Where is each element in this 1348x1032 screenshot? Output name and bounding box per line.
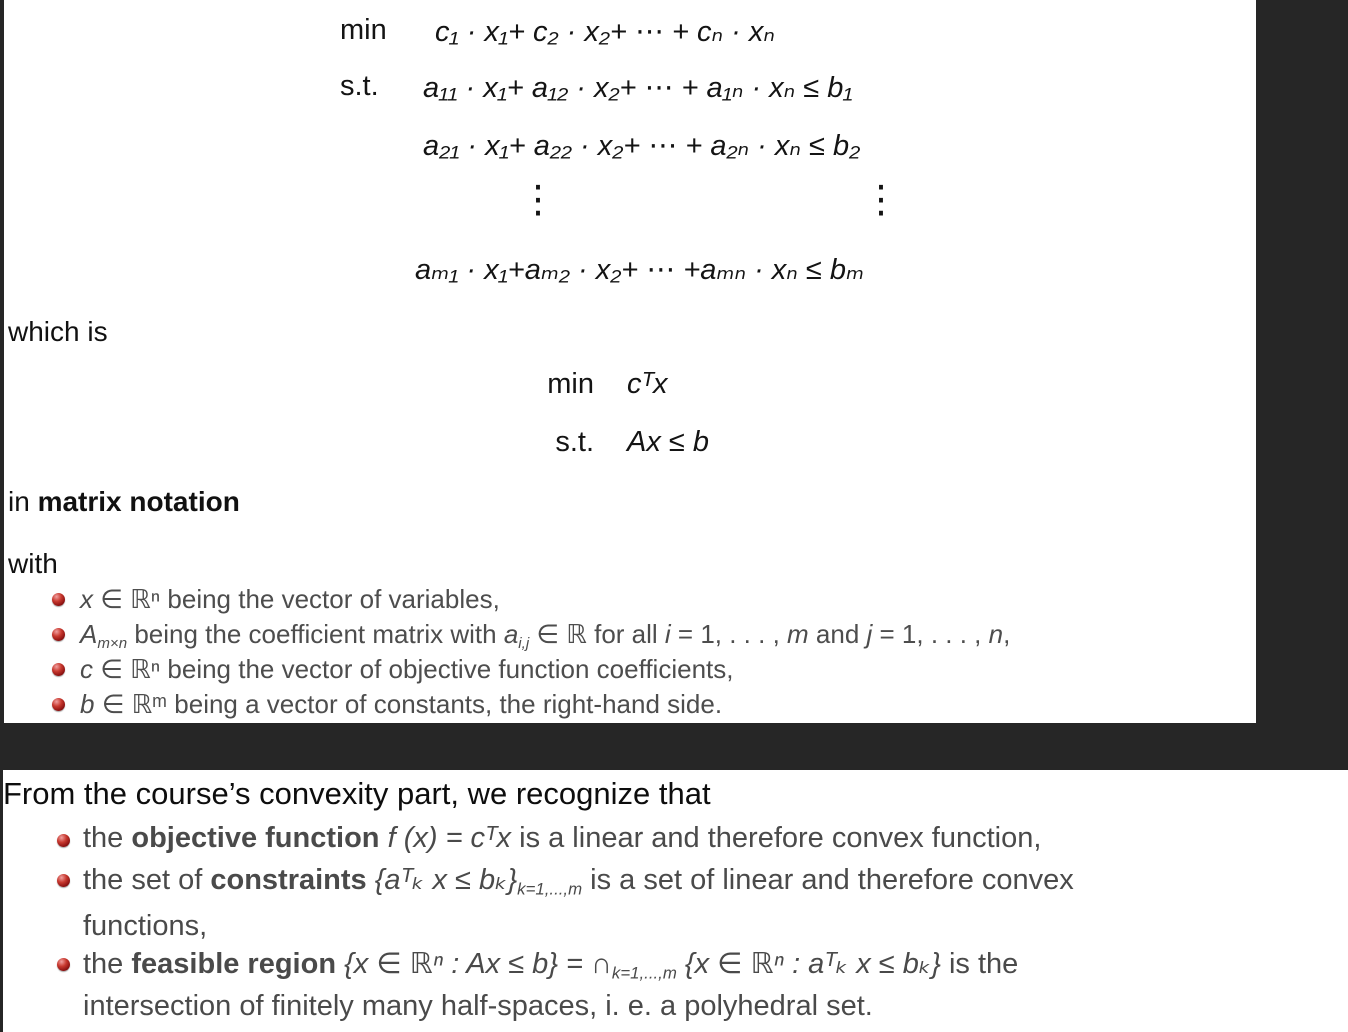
with-text: with [8,548,58,579]
bullet-ball-icon [52,628,65,641]
lp-constraint-row-m [4,252,1256,292]
bullet-ball-icon [57,958,70,971]
constraint-expression-2: a₂₁ · x₁+ a₂₂ · x₂+ ⋯ + a₂ₙ · xₙ ≤ b₂ [423,130,861,162]
matrix-objective-expression: cᵀx [627,368,668,400]
convexity-bullet-constraints-line2: functions, [83,910,208,942]
lp-constraint-row-2 [4,128,1256,168]
definition-bullet-c: c ∈ ℝⁿ being the vector of objective function coefficients, [80,654,734,684]
matrix-subject-to-label: s.t. [555,426,594,458]
vertical-dots-left: ⋮ [519,179,557,221]
in-matrix-notation-text: in matrix notation [8,486,240,517]
bullet-ball-icon [52,593,65,606]
definition-bullet-b: b ∈ ℝᵐ being a vector of constants, the right-hand side. [80,689,723,719]
matrix-min-label: min [547,368,594,400]
matrix-constraint-expression: Ax ≤ b [627,426,710,458]
convexity-bullet-constraints-line1: the set of constraints {aᵀₖ x ≤ bₖ}k=1,...,m is a set of linear and therefore convex [83,864,1074,899]
slide-bottom-panel [3,770,1348,1032]
lp-objective-row [4,14,1256,54]
bullet-ball-icon [57,874,70,887]
convexity-bullet-feasible-line2: intersection of finitely many half-spaces, i. e. a polyhedral set. [83,990,873,1022]
bullet-ball-icon [52,698,65,711]
bullet-ball-icon [57,834,70,847]
lp-constraint-row-1 [4,70,1256,110]
min-label: min [340,14,387,46]
which-is-text: which is [8,316,108,347]
constraint-expression-m: aₘ₁ · x₁+aₘ₂ · x₂+ ⋯ +aₘₙ · xₙ ≤ bₘ [415,254,865,286]
convexity-heading: From the course’s convexity part, we recognize that [3,776,711,811]
matrix-objective-row [4,368,1256,408]
vertical-dots-right: ⋮ [862,179,900,221]
slide-top-panel [4,0,1256,723]
bullet-ball-icon [52,663,65,676]
subject-to-label: s.t. [340,70,379,102]
convexity-bullet-objective: the objective function f (x) = cᵀx is a linear and therefore convex function, [83,822,1042,854]
objective-expression: c₁ · x₁+ c₂ · x₂+ ⋯ + cₙ · xₙ [435,16,775,48]
definition-bullet-x: x ∈ ℝⁿ being the vector of variables, [80,584,500,614]
matrix-constraint-row [4,426,1256,466]
constraint-expression-1: a₁₁ · x₁+ a₁₂ · x₂+ ⋯ + a₁ₙ · xₙ ≤ b₁ [423,72,853,104]
definition-bullet-a: Am×n being the coefficient matrix with ai,j ∈ ℝ for all i = 1, . . . , m and j = 1, . . . , n, [80,619,1011,652]
convexity-bullet-feasible-line1: the feasible region {x ∈ ℝⁿ : Ax ≤ b} = ∩k=1,...,m {x ∈ ℝⁿ : aᵀₖ x ≤ bₖ} is the [83,948,1019,983]
